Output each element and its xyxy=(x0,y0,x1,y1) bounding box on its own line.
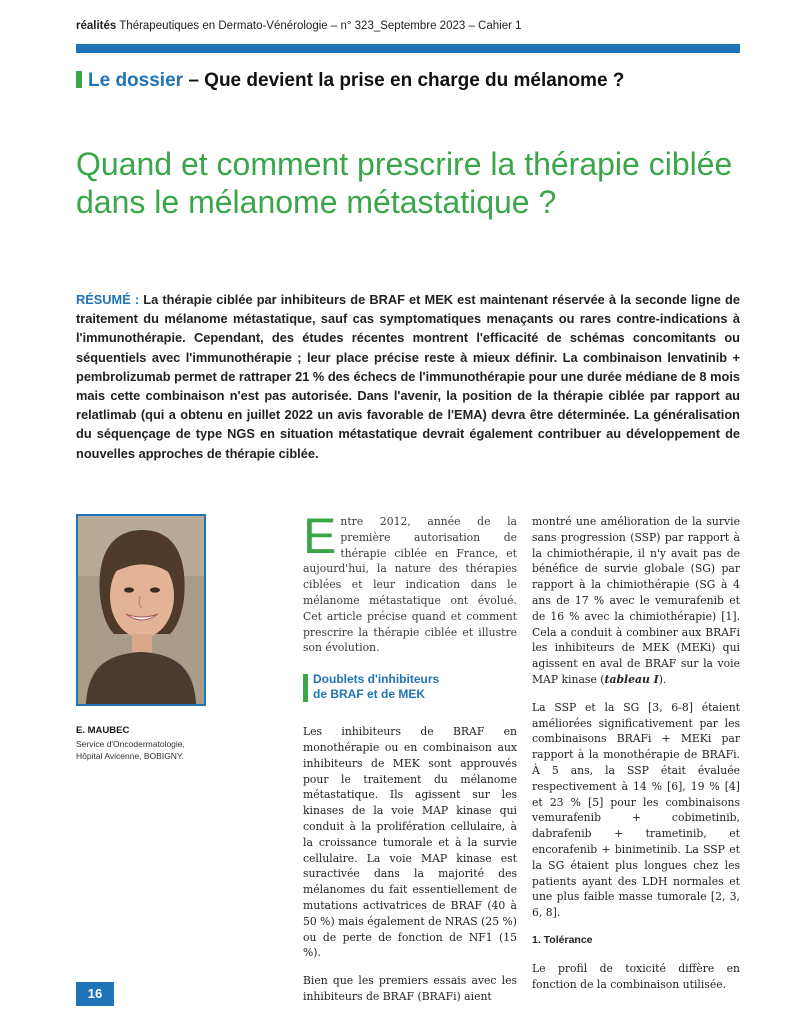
abstract xyxy=(76,290,740,463)
author-portrait-image xyxy=(78,516,204,704)
body-paragraph: Bien que les premiers essais avec les inhibiteurs de BRAF (BRAFi) aient xyxy=(303,974,517,1003)
header-bar xyxy=(76,44,740,53)
intro-text: ntre 2012, année de la première autorisation de thérapie ciblée en France, et aujourd'hui, la nature des thérapies ciblées et leur indication dans le mélanome métastatique ont évolué. Cet article précise quand et comment prescrire la thérapie ciblée et illustre son évolution. xyxy=(303,515,517,655)
text-column-2 xyxy=(532,514,740,1004)
author-photo xyxy=(76,514,206,706)
drop-cap: E xyxy=(303,508,337,564)
body-paragraph: Les inhibiteurs de BRAF en monothérapie ou en combinaison aux inhibiteurs de MEK sont approuvés pour le traitement du mélanome métastatique. Ils agissent sur les kinases de la voie MAP kinase qui conduit à la prolifération cellulaire, à la croissance tumorale et à la survie cellulaire. La voie MAP kinase est suractivée dans la majorité des mélanomes du fait essentiellement de mutations activatrices de BRAF (40 à 50 %) mais également de NRAS (25 %) ou de perte de fonction de NF1 (15 %). xyxy=(303,725,517,960)
body-text: ). xyxy=(658,672,667,686)
body-paragraph: Le profil de toxicité diffère en fonction de la combinaison utilisée. xyxy=(532,961,740,991)
abstract-text: La thérapie ciblée par inhibiteurs de BRAF et MEK est maintenant réservée à la seconde ligne de traitement du mélanome métastatique, sauf cas symptomatiques menaçants ou rares contre-indications à l'immunothérapie. Cependant, des études récentes montrent l'efficacité de schémas concomitants ou séquentiels avec l'immunothérapie ; leur place précise reste à mieux définir. La combinaison lenvatinib + pembrolizumab permet de rattraper 21 % des échecs de l'immunothérapie pour une durée médiane de 8 mois mais cette combinaison n'est pas autorisée. Dans l'avenir, la position de la thérapie ciblée par rapport au relatlimab (qui a obtenu en juillet 2022 un avis favorable de l'EMA) devra être déterminée. La généralisation du séquençage de type NGS en situation métastatique devrait également contribuer au développement de nouvelles approches de thérapie ciblée. xyxy=(76,292,740,461)
issue-info: Thérapeutiques en Dermato-Vénérologie – n° 323_Septembre 2023 – Cahier 1 xyxy=(116,20,522,32)
subsection-heading: 1. Tolérance xyxy=(532,933,593,946)
section-marker xyxy=(76,71,82,88)
dossier-topic: – Que devient la prise en charge du mélanome ? xyxy=(183,70,625,91)
running-header xyxy=(76,20,522,32)
body-text: montré une amélioration de la survie sans progression (SSP) par rapport à la chimiothérapie, il n'y avait pas de bénéfice de survie globale (SG) par rapport à la chimiothérapie (SG à 4 ans de 17 % avec le vemurafenib et de 16 % avec la chimiothérapie) [1]. Cela a conduit à combiner aux BRAFi les inhibiteurs de MEK (MEKi) qui agissent en aval de BRAF sur la voie MAP kinase ( xyxy=(532,515,740,686)
author-name: E. MAUBEC xyxy=(76,725,130,736)
text-column-1 xyxy=(303,508,517,1017)
body-paragraph: La SSP et la SG [3, 6-8] étaient améliorées significativement par les combinaisons BRAFi + MEKi par rapport à la monothérapie de BRAFi. À 5 ans, la SSP était évaluée respectivement à 14 % [6], 19 % [4] et 23 % [5] pour les combinaisons vemurafenib + cobimetinib, dabrafenib + trametinib, et encorafenib + binimetinib. La SSP et la SG étaient plus longues chez les patients ayant des LDH normales et une plus faible masse tumorale [2, 3, 6, 8]. xyxy=(532,700,740,920)
affiliation-line: Service d'Oncodermatologie, xyxy=(76,739,185,749)
section-heading-line: de BRAF et de MEK xyxy=(313,687,426,702)
section-heading-line: Doublets d'inhibiteurs xyxy=(313,672,440,687)
affiliation-line: Hôpital Avicenne, BOBIGNY. xyxy=(76,751,184,761)
table-reference: tableau I xyxy=(604,672,659,686)
body-paragraph xyxy=(532,514,740,688)
article-title: Quand et comment prescrire la thérapie ciblée dans le mélanome métastatique ? xyxy=(76,146,733,220)
journal-name: réalités xyxy=(76,20,117,32)
author-affiliation xyxy=(76,738,226,762)
dossier-keyword: Le dossier xyxy=(88,70,184,91)
dossier-heading xyxy=(76,70,624,92)
abstract-label: RÉSUMÉ : xyxy=(76,292,140,307)
intro-paragraph xyxy=(303,508,517,656)
page-number: 16 xyxy=(76,982,114,1006)
section-heading xyxy=(303,672,517,702)
